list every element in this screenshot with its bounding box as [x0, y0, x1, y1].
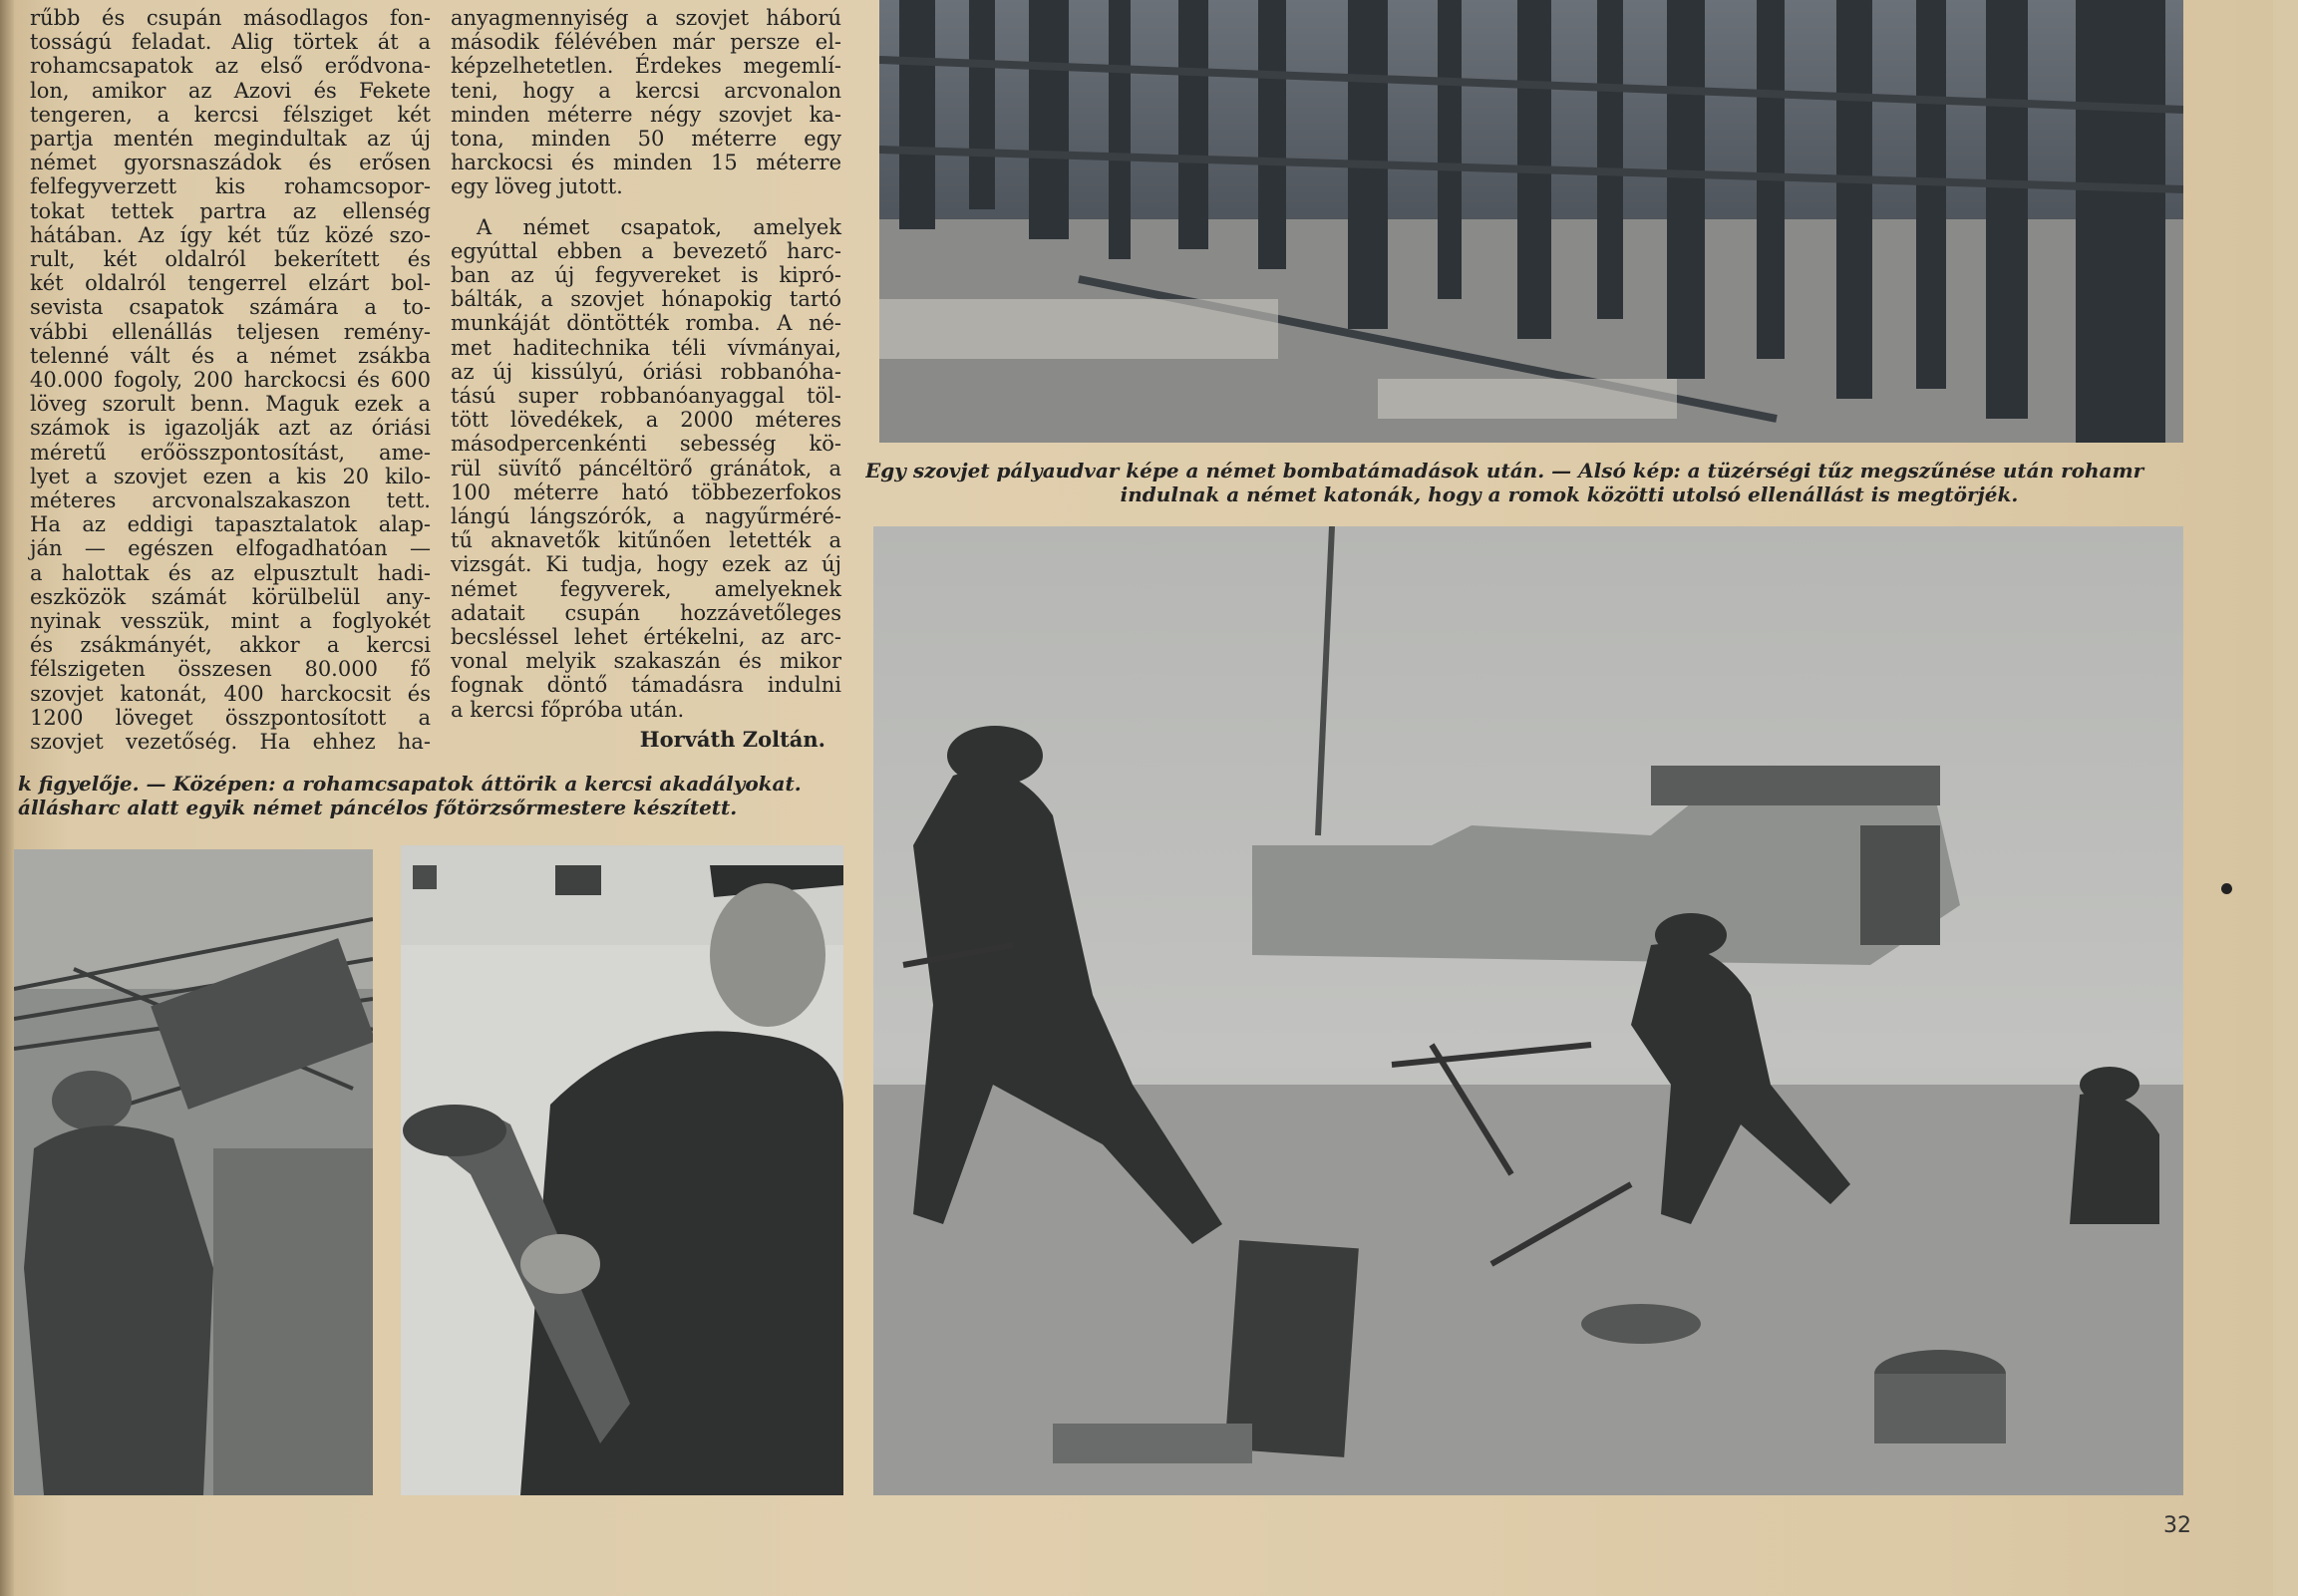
article-line: Ha az eddigi tapasztalatok alap-: [30, 512, 431, 537]
article-line: minden méterre négy szovjet ka-: [451, 102, 841, 127]
article-line: rohamcsapatok az első erődvona-: [30, 54, 431, 79]
article-line: partja mentén megindultak az új: [30, 127, 431, 152]
article-line: szovjet vezetőség. Ha ehhez ha-: [30, 730, 431, 755]
photo-assault-through-ruins: [873, 526, 2183, 1495]
article-column-2: [451, 6, 841, 752]
article-line: rult, két oldalról bekerített és: [30, 247, 431, 272]
article-line: tött lövedékek, a 2000 méteres: [451, 408, 841, 433]
article-line: A német csapatok, amelyek: [477, 214, 841, 239]
article-line: tosságú feladat. Alig törtek át a: [30, 30, 431, 55]
article-line: felfegyverzett kis rohamcsopor-: [30, 174, 431, 199]
article-line: számok is igazolják azt az óriási: [30, 416, 431, 441]
article-line: két oldalról tengerrel elzárt bol-: [30, 271, 431, 296]
article-line: tású super robbanóanyaggal töl-: [451, 384, 841, 409]
article-line: német gyorsnaszádok és erősen: [30, 151, 431, 175]
article-line: tű aknavetők kitűnően letették a: [451, 528, 841, 553]
photo-railway-station-ruins: [879, 0, 2183, 443]
article-line: az új kissúlyú, óriási robbanóha-: [451, 359, 841, 384]
article-line: rűbb és csupán másodlagos fon-: [30, 6, 431, 30]
article-line: eszközök számát körülbelül any-: [30, 584, 431, 609]
article-line: szovjet katonát, 400 harckocsit és: [30, 681, 431, 706]
article-line: második félévében már persze el-: [451, 30, 841, 55]
article-line: teni, hogy a kercsi arcvonalon: [451, 78, 841, 103]
article-line: lyet a szovjet ezen a kis 20 kilo-: [30, 464, 431, 488]
article-line: lángú lángszórók, a nagyűrméré-: [451, 504, 841, 529]
article-line: a kercsi főpróba után.: [451, 697, 685, 722]
article-line: német fegyverek, amelyeknek: [451, 576, 841, 601]
article-line: 100 méterre ható többezerfokos: [451, 479, 841, 504]
page-number: 32: [2163, 1513, 2191, 1538]
caption-right-line-1: Egy szovjet pályaudvar képe a német bombatámadások után. — Alsó kép: a tüzérségi tűz megszűnése után rohamr: [865, 459, 2144, 482]
article-line: telenné vált és a német zsákba: [30, 343, 431, 368]
article-line: bálták, a szovjet hónapokig tartó: [451, 287, 841, 312]
article-line: 40.000 fogoly, 200 harckocsi és 600: [30, 368, 431, 393]
article-line: vonal melyik szakaszán és mikor: [451, 649, 841, 674]
article-line: munkáját döntötték romba. A né-: [451, 311, 841, 336]
photo-officer-with-shell: [401, 845, 843, 1495]
article-line: becsléssel lehet értékelni, az arc-: [451, 625, 841, 650]
article-line: és zsákmányét, akkor a kercsi: [30, 633, 431, 658]
article-line: lon, amikor az Azovi és Fekete: [30, 78, 431, 103]
caption-right-line-2: indulnak a német katonák, hogy a romok közötti utolsó ellenállást is megtörjék.: [1120, 482, 2019, 506]
article-line: a halottak és az elpusztult hadi-: [30, 560, 431, 585]
article-line: rül süvítő páncéltörő gránátok, a: [451, 456, 841, 480]
article-line: anyagmennyiség a szovjet háború: [451, 6, 841, 30]
article-line: fognak döntő támadásra indulni: [451, 673, 841, 698]
article-line: egy löveg jutott.: [451, 174, 623, 199]
article-line: met haditechnika téli vívmányai,: [451, 335, 841, 360]
article-line: sevista csapatok számára a to-: [30, 295, 431, 320]
photo-soldier-barbed-wire: [14, 849, 373, 1495]
article-line: egyúttal ebben a bevezető harc-: [451, 238, 841, 263]
caption-left: [18, 772, 845, 819]
article-line: löveg szorult benn. Maguk ezek a: [30, 392, 431, 417]
caption-right: [865, 459, 2273, 506]
article-line: vizsgát. Ki tudja, hogy ezek az új: [451, 552, 841, 577]
article-column-1: [30, 6, 431, 754]
article-line: ban az új fegyvereket is kipró-: [451, 263, 841, 288]
page-edge: [0, 0, 14, 1596]
print-mark: [2221, 883, 2232, 894]
article-line: tengeren, a kercsi félsziget két: [30, 102, 431, 127]
article-line: vábbi ellenállás teljesen remény-: [30, 319, 431, 344]
article-line: adatait csupán hozzávetőleges: [451, 600, 841, 625]
article-line: másodpercenkénti sebesség kö-: [451, 432, 841, 457]
article-line: nyinak vesszük, mint a foglyokét: [30, 609, 431, 634]
article-line: ján — egészen elfogadhatóan —: [30, 536, 431, 561]
article-line: tokat tettek partra az ellenség: [30, 198, 431, 223]
article-author: Horváth Zoltán.: [639, 726, 825, 752]
article-line: 1200 löveget összpontosított a: [30, 705, 431, 730]
article-line: méretű erőösszpontosítást, ame-: [30, 440, 431, 465]
caption-left-line-1: k figyelője. — Középen: a rohamcsapatok áttörik a kercsi akadályokat.: [18, 772, 802, 796]
article-line: képzelhetetlen. Érdekes megemlí-: [451, 54, 841, 79]
article-line: hátában. Az így két tűz közé szo-: [30, 222, 431, 247]
article-line: félszigeten összesen 80.000 fő: [30, 657, 431, 682]
article-line: tona, minden 50 méterre egy: [451, 127, 841, 152]
article-line: harckocsi és minden 15 méterre: [451, 151, 841, 175]
caption-left-line-2: állásharc alatt egyik német páncélos főtörzsőrmestere készített.: [18, 796, 738, 819]
article-line: méteres arcvonalszakaszon tett.: [30, 488, 431, 513]
